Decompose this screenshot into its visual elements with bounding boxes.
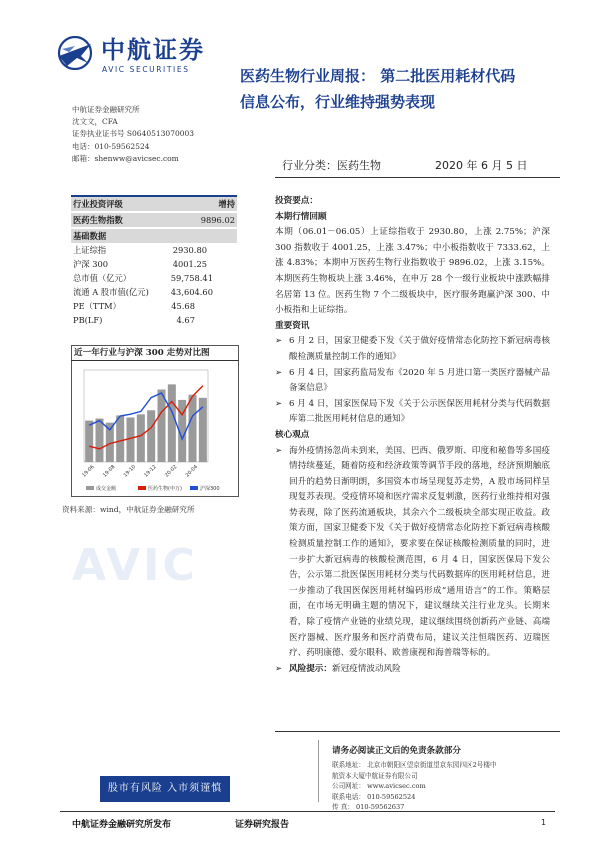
right-column (275, 194, 550, 677)
volume-bar (168, 384, 176, 462)
index-row: 医药生物指数 9896.02 (73, 215, 235, 225)
volume-bar (158, 390, 166, 462)
industry-category: 行业分类：医药生物 (282, 159, 381, 172)
brand-name-cn: 中航证券 (101, 36, 205, 64)
footer-publisher: 中航证券金融研究所发布 (72, 820, 172, 830)
x-tick-label: 19-10 (122, 464, 138, 479)
table-row: 流通 A 股市值(亿元) 43,604.60 (73, 287, 213, 297)
volume-bar (137, 414, 145, 462)
x-tick-label: 19-12 (143, 464, 158, 479)
watermark: AVIC (72, 540, 198, 591)
chart-title-rule (71, 360, 239, 361)
footer-rule (60, 811, 555, 812)
table-row: 上证综指 2930.80 (73, 245, 207, 255)
news-item: ➢ 6 月 4 日，国家医保局下发《关于公示医保医用耗材分类与代码数据库第二批医用耗材信息的通知》 (275, 398, 550, 425)
risk-line: ➢ 风险提示：新冠疫情波动风险 (275, 663, 401, 674)
legend-label: 沪深300 (200, 486, 220, 492)
news-heading: 重要资讯 (275, 320, 310, 331)
x-tick-label: 19-06 (81, 464, 96, 479)
brand-name-en: AVIC SECURITIES (102, 65, 190, 74)
rating-row: 行业投资评级 增持 (73, 199, 235, 209)
legend-label: 成交金额 (96, 486, 117, 492)
news-item: ➢ 6 月 4 日，国家药监局发布《2020 年 5 月进口第一类医疗器械产品备案信息》 (275, 367, 550, 394)
basic-data-table (71, 197, 237, 327)
legend-label: 医药生物(申万) (148, 486, 182, 492)
volume-bar (189, 395, 197, 462)
volume-bar (147, 410, 155, 462)
table-row: 总市值（亿元） 59,758.41 (73, 273, 213, 283)
invest-points-heading: 投资要点： (275, 196, 318, 206)
views-paragraph: ➢ 海外疫情扬忽尚未到来，美国、巴西、俄罗斯、印度和秘鲁等多国疫情持续蔓延，随着防疫和经济政策等调节手段的落地，经济预期触底回升的趋势日渐明朗，多国资本市场呈现复苏走势，A 股市场同样呈现复苏表现。受疫情环境和医疗需求反复刺激，医药行业维持相对强势表现，除了医药流通板块，其余六个二级板块全部实现正收益。政策方面，国家卫健委下发《关于做好疫情常态化防控下新冠病毒核酸检测质量控制工作的通知》，要求要在保证核酸检测质量的同时，进一步扩大新冠病毒的核酸检测范围，6 月 4 日，国家医保局下发公告，公示第二批医保医用耗材分类与代码数据库的医用耗材信息，进一步推动了我国医保医用耗材编码形成“通用语言”的工作。策略层面，在市场无明确主题的情况下，建议继续关注行业龙头。长期来看，除了疫情产业链的业绩兑现，建议继续围绕创新药产业链、高端医疗器械、医疗服务和医疗消费布局，建议关注恒瑞医药、迈瑞医疗、药明康德、爱尔眼科、欧普康视和海普瑞等标的。 (275, 445, 550, 659)
volume-bar (116, 415, 124, 462)
review-paragraph: 本期（06.01－06.05）上证综指收于 2930.80，上涨 2.75%；沪深 300 指数收于 4001.25，上涨 3.47%；中小板指数收于 7333.62，上涨 4.83%；本期申万医药生物行业指数收于 9896.02，上涨 3.15%。本期医药生物板块上涨 3.46%，在申万 28 个一级行业板块中涨跌幅排名居第 13 位。医药生物 7 个二级板块中，医疗服务跑赢沪深 300、中小板指和上证综指。 (275, 227, 550, 316)
legend-swatch (86, 486, 94, 490)
volume-bar (96, 419, 104, 462)
page-number: 1 (541, 818, 547, 827)
report-title: 医药生物行业周报： 第二批医用耗材代码 信息公布，行业维持强势表现 (240, 67, 516, 111)
chart-title: 近一年行业与沪深 300 走势对比图 (74, 348, 210, 358)
views-heading: 核心观点 (275, 429, 310, 440)
basic-data-header: 基础数据 (71, 229, 237, 243)
data-source: 资料来源：wind，中航证券金融研究所 (62, 505, 195, 514)
table-row: 沪深 300 4001.25 (73, 259, 207, 269)
risk-warning-box: 股市有风险 入市须谨慎 (100, 776, 230, 802)
header-divider (275, 177, 560, 178)
table-row: PB(LF) 4.67 (73, 315, 195, 325)
footer-report-type: 证券研究报告 (235, 820, 290, 830)
x-tick-label: 20-02 (163, 464, 179, 479)
avic-logo-icon (55, 36, 95, 70)
body-bottom-rule (275, 731, 560, 732)
footer-divider (318, 740, 319, 802)
table-row: PE（TTM） 45.68 (73, 301, 195, 311)
volume-bar (85, 421, 93, 462)
weekly-review-heading: 本期行情回顾 (275, 211, 327, 222)
analyst-info: 中航证券金融研究所 沈文文，CFA 证券执业证书号 S0640513070003 电话：010-59562524 邮箱：shenww@avicsec.com (72, 105, 195, 163)
x-tick-label: 20-04 (184, 464, 200, 479)
x-tick-label: 19-08 (101, 464, 117, 479)
trend-chart (72, 362, 238, 494)
report-date: 2020 年 6 月 5 日 (435, 159, 528, 172)
legend-swatch (190, 486, 198, 490)
contact-info: 联系地址： 北京市朝阳区望京街道望京东园四区2号楼中 航资本大厦中航证券有限公司 公司网址： www.avicsec.com 联系电话： 010-59562524 传 真： 010-59562637 (332, 761, 497, 811)
disclaimer-notice: 请务必阅读正文后的免责条款部分 (332, 746, 461, 756)
legend-swatch (138, 486, 146, 490)
news-item: ➢ 6 月 2 日，国家卫健委下发《关于做好疫情常态化防控下新冠病毒核酸检测质量控制工作的通知》 (275, 336, 550, 362)
